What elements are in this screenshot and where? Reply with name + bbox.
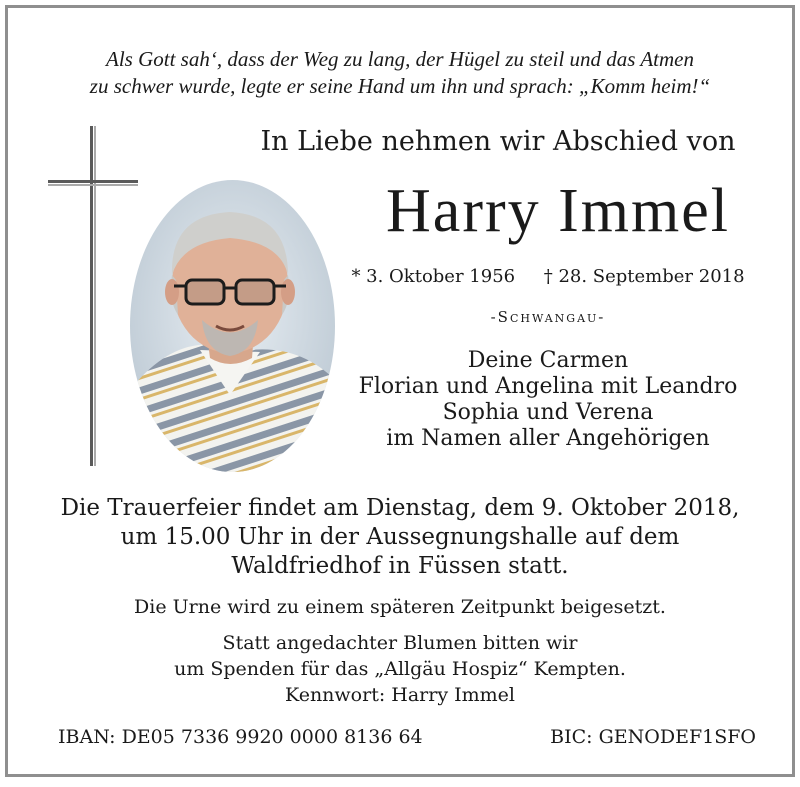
place-of-residence: -Schwangau- — [490, 308, 606, 326]
opening-quote — [8, 46, 792, 100]
service-line: Waldfriedhof in Füssen statt. — [231, 553, 569, 579]
family-line: im Namen aller Angehörigen — [386, 426, 710, 451]
funeral-service-info — [8, 494, 792, 581]
quote-line-2: zu schwer wurde, legte er seine Hand um ihn und sprach: „Komm heim!“ — [89, 74, 711, 98]
deceased-name: Harry Immel — [386, 177, 730, 245]
headline: In Liebe nehmen wir Abschied von — [260, 126, 736, 157]
bank-details — [58, 726, 756, 748]
family-signatures — [328, 348, 768, 452]
life-dates — [338, 266, 758, 287]
portrait-photo — [130, 180, 335, 472]
iban: IBAN: DE05 7336 9920 0000 8136 64 — [58, 726, 423, 748]
donation-line: Statt angedachter Blumen bitten wir — [222, 632, 578, 654]
donation-request — [8, 630, 792, 708]
quote-line-1: Als Gott sah‘, dass der Weg zu lang, der Hügel zu steil und das Atmen — [106, 47, 694, 71]
obituary-notice — [5, 5, 795, 777]
family-line: Deine Carmen — [467, 348, 629, 373]
bic: BIC: GENODEF1SFO — [550, 726, 756, 748]
birth-date: * 3. Oktober 1956 — [351, 266, 516, 287]
service-line: Die Trauerfeier findet am Dienstag, dem 9. Oktober 2018, — [60, 495, 740, 521]
cross-icon — [48, 126, 138, 466]
donation-line: Kennwort: Harry Immel — [285, 684, 515, 706]
death-date: † 28. September 2018 — [543, 266, 745, 287]
family-line: Florian und Angelina mit Leandro — [358, 374, 738, 399]
service-line: um 15.00 Uhr in der Aussegnungshalle auf dem — [120, 524, 680, 550]
family-line: Sophia und Verena — [442, 400, 654, 425]
donation-line: um Spenden für das „Allgäu Hospiz“ Kempten. — [174, 658, 626, 680]
urn-note: Die Urne wird zu einem späteren Zeitpunkt beigesetzt. — [134, 596, 666, 618]
